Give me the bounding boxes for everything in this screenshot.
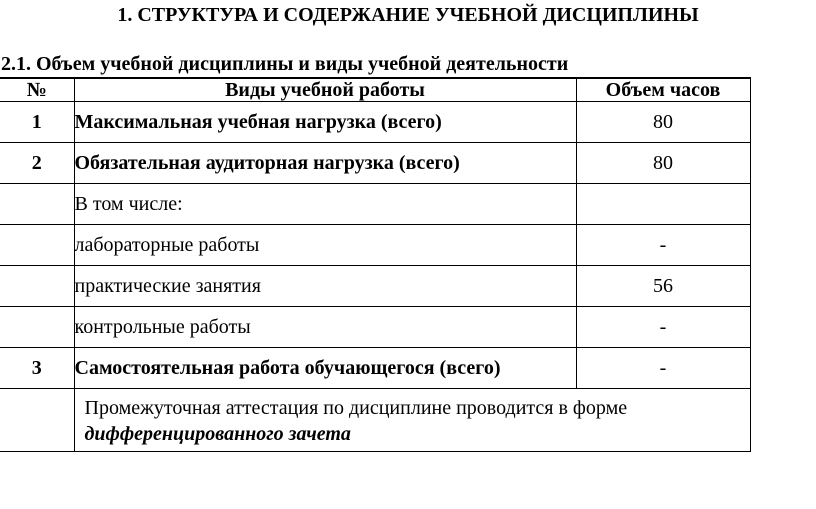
table-row	[0, 184, 750, 225]
row-number	[0, 266, 74, 307]
header-work-type: Виды учебной работы	[74, 78, 576, 102]
row-hours: -	[576, 225, 750, 266]
table-row	[0, 225, 750, 266]
row-number: 3	[0, 348, 74, 389]
section-title: 1. СТРУКТУРА И СОДЕРЖАНИЕ УЧЕБНОЙ ДИСЦИПЛИНЫ	[117, 4, 699, 26]
row-hours: 80	[576, 143, 750, 184]
header-number: №	[0, 78, 74, 102]
row-label: лабораторные работы	[74, 225, 576, 266]
row-label: Обязательная аудиторная нагрузка (всего)	[74, 143, 576, 184]
table-row	[0, 307, 750, 348]
table-row	[0, 348, 750, 389]
table-header-row	[0, 78, 750, 102]
subsection-title: 2.1. Объем учебной дисциплины и виды учебной деятельности	[1, 53, 569, 75]
row-label: практические занятия	[74, 266, 576, 307]
table-row-final	[0, 389, 750, 452]
row-hours: -	[576, 307, 750, 348]
row-hours: 56	[576, 266, 750, 307]
row-hours: -	[576, 348, 750, 389]
row-number-empty	[0, 389, 74, 452]
row-label: контрольные работы	[74, 307, 576, 348]
attestation-text: Промежуточная аттестация по дисциплине проводится в форме	[84, 397, 628, 419]
row-label: В том числе:	[74, 184, 576, 225]
header-hours: Объем часов	[576, 78, 750, 102]
row-number	[0, 307, 74, 348]
row-number	[0, 225, 74, 266]
table-row	[0, 143, 750, 184]
row-hours: 80	[576, 102, 750, 143]
workload-table	[0, 77, 751, 452]
row-hours	[576, 184, 750, 225]
row-number: 1	[0, 102, 74, 143]
table-row	[0, 266, 750, 307]
row-number: 2	[0, 143, 74, 184]
table-row	[0, 102, 750, 143]
row-label: Максимальная учебная нагрузка (всего)	[74, 102, 576, 143]
attestation-form: дифференцированного зачета	[84, 423, 351, 445]
row-label: Самостоятельная работа обучающегося (всего)	[74, 348, 576, 389]
attestation-cell	[74, 389, 750, 452]
row-number	[0, 184, 74, 225]
